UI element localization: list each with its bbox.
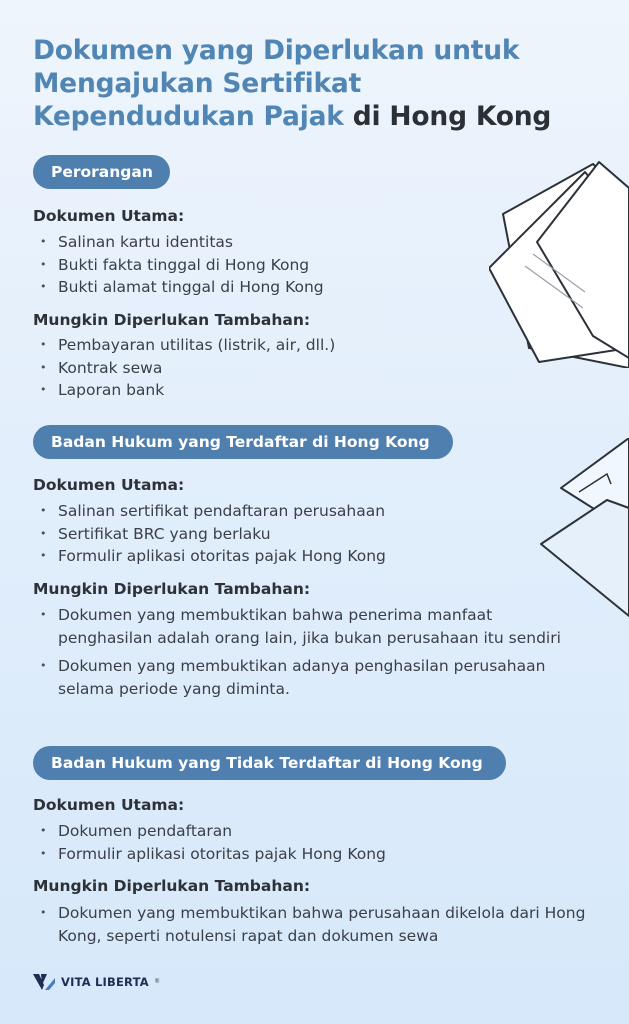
main-documents-label: Dokumen Utama: xyxy=(33,796,185,814)
list-item: • Salinan sertifikat pendaftaran perusahaan xyxy=(40,500,386,523)
additional-documents-label: Mungkin Diperlukan Tambahan: xyxy=(33,580,311,598)
list-item: • Dokumen yang membuktikan adanya penghasilan perusahaan selama periode yang diminta. xyxy=(40,655,570,700)
list-item: • Dokumen pendaftaran xyxy=(40,820,386,843)
list-item: • Formulir aplikasi otoritas pajak Hong Kong xyxy=(40,545,386,568)
list-item: • Bukti fakta tinggal di Hong Kong xyxy=(40,254,324,277)
list-item: • Bukti alamat tinggal di Hong Kong xyxy=(40,276,324,299)
main-documents-label: Dokumen Utama: xyxy=(33,207,185,225)
section-heading-unregistered-entity: Badan Hukum yang Tidak Terdaftar di Hong Kong xyxy=(33,746,506,780)
list-item: • Kontrak sewa xyxy=(40,357,335,380)
list-item: • Laporan bank xyxy=(40,379,335,402)
list-item: • Formulir aplikasi otoritas pajak Hong Kong xyxy=(40,843,386,866)
vita-liberta-logo-icon xyxy=(33,973,55,991)
main-documents-list xyxy=(40,500,386,568)
main-documents-label: Dokumen Utama: xyxy=(33,476,185,494)
list-item: • Dokumen yang membuktikan bahwa penerima manfaat penghasilan adalah orang lain, jika bukan perusahaan itu sendiri xyxy=(40,604,570,649)
main-documents-list xyxy=(40,231,324,299)
document-illustration-icon xyxy=(489,158,629,368)
title-line-3-blue: Kependudukan Pajak xyxy=(33,101,344,132)
title-line-1: Dokumen yang Diperlukan untuk xyxy=(33,35,520,66)
additional-documents-list xyxy=(40,604,570,700)
additional-documents-list xyxy=(40,334,335,402)
registered-mark: ® xyxy=(154,979,160,985)
additional-documents-list xyxy=(40,902,605,947)
title-line-3-dark: di Hong Kong xyxy=(352,101,552,132)
additional-documents-label: Mungkin Diperlukan Tambahan: xyxy=(33,311,311,329)
page-title xyxy=(33,34,603,133)
list-item: • Dokumen yang membuktikan bahwa perusahaan dikelola dari Hong Kong, seperti notulensi rapat dan dokumen sewa xyxy=(40,902,605,947)
main-documents-list xyxy=(40,820,386,865)
brand-name: VITA LIBERTA xyxy=(61,975,149,989)
brand-logo xyxy=(33,973,159,991)
section-heading-registered-entity: Badan Hukum yang Terdaftar di Hong Kong xyxy=(33,425,453,459)
list-item: • Salinan kartu identitas xyxy=(40,231,324,254)
list-item: • Pembayaran utilitas (listrik, air, dll.) xyxy=(40,334,335,357)
section-heading-individual: Perorangan xyxy=(33,155,170,189)
envelope-illustration-icon xyxy=(539,438,629,618)
title-line-2: Mengajukan Sertifikat xyxy=(33,68,362,99)
list-item: • Sertifikat BRC yang berlaku xyxy=(40,523,386,546)
additional-documents-label: Mungkin Diperlukan Tambahan: xyxy=(33,877,311,895)
